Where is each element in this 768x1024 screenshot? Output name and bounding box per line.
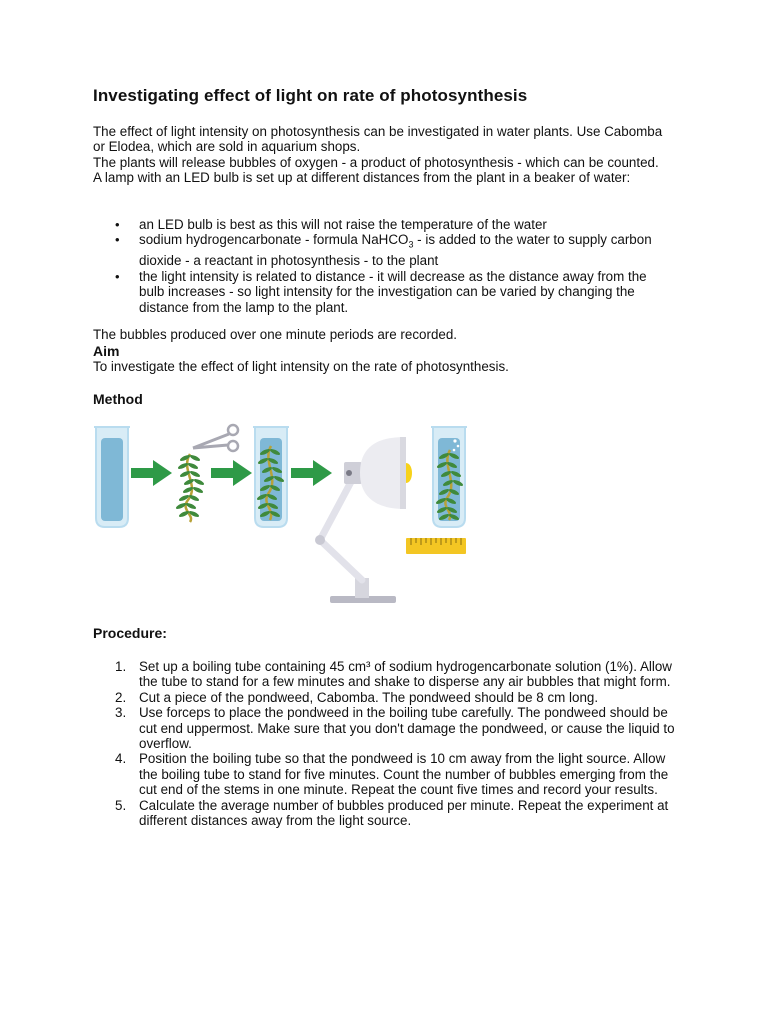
boiling-tube-bubbles — [431, 427, 467, 527]
boiling-tube-solution — [94, 427, 130, 527]
scissors-icon — [193, 425, 238, 451]
ruler-icon — [406, 538, 466, 554]
step-number: 4. — [115, 751, 127, 767]
procedure-step — [93, 798, 683, 829]
bullet-item: • the light intensity is related to distance - it will decrease as the distance away from the bulb increases - so light intensity for the investigation can be varied by changing the distance from the lamp to the plant. — [93, 269, 673, 315]
step-text: Set up a boiling tube containing 45 cm³ of sodium hydrogencarbonate solution (1%). Allow the tube to stand for a few minutes and shake to disperse any air bubbles that might form. — [139, 659, 672, 690]
aim-text: To investigate the effect of light intensity on the rate of photosynthesis. — [93, 359, 509, 374]
pondweed-cutting-icon — [175, 454, 205, 522]
step-text: Cut a piece of the pondweed, Cabomba. The pondweed should be 8 cm long. — [139, 689, 599, 705]
arrow-icon — [291, 460, 332, 486]
page-title: Investigating effect of light on rate of photosynthesis — [93, 86, 528, 105]
naco-text-post: - is added to the water to supply carbon dioxide - a reactant in photosynthesis - to the plant — [139, 232, 652, 269]
procedure-step — [93, 751, 683, 797]
arrow-icon — [211, 460, 252, 486]
step-number: 3. — [115, 705, 127, 721]
intro-line-2: The plants will release bubbles of oxygen - a product of photosynthesis - which can be counted. — [93, 154, 659, 170]
intro-line-1: The effect of light intensity on photosynthesis can be investigated in water plants. Use Cabomba or Elodea, which are sold in aquarium shops. — [93, 124, 663, 155]
step-number: 5. — [115, 797, 127, 813]
boiling-tube-pondweed — [253, 427, 289, 527]
procedure-steps — [93, 659, 683, 828]
intro-line-3: A lamp with an LED bulb is set up at different distances from the plant in a beaker of water: — [93, 170, 631, 186]
procedure-step — [93, 690, 683, 705]
bubble-icon — [453, 449, 456, 452]
aim-heading: Aim — [93, 343, 120, 359]
arrow-icon — [131, 460, 172, 486]
bullet-item: • an LED bulb is best as this will not raise the temperature of the water — [93, 217, 673, 232]
step-number: 1. — [115, 659, 127, 674]
method-heading: Method — [93, 391, 143, 407]
naco-text-pre: sodium hydrogencarbonate - formula NaHCO — [139, 232, 409, 248]
bubbles-paragraph: The bubbles produced over one minute periods are recorded. — [93, 327, 458, 342]
lamp-icon — [315, 437, 412, 603]
procedure-heading: Procedure: — [93, 625, 167, 641]
bubble-icon — [453, 439, 456, 442]
procedure-step — [93, 659, 683, 690]
step-text: Position the boiling tube so that the pondweed is 10 cm away from the light source. Allow the boiling tube to stand for five minutes. Count the number of bubbles emerging from the cut end of the stems in one minute. Repeat the count five times and record your results. — [139, 751, 669, 798]
step-text: Calculate the average number of bubbles produced per minute. Repeat the experiment at different distances away from the light source. — [139, 797, 669, 829]
naco-subscript: 3 — [408, 240, 414, 251]
procedure-step — [93, 705, 683, 751]
step-number: 2. — [115, 689, 127, 705]
step-text: Use forceps to place the pondweed in the boiling tube carefully. The pondweed should be cut end uppermost. Make sure that you don't damage the pondweed, or cause the liquid to overflow. — [139, 705, 675, 752]
bubble-icon — [457, 445, 460, 448]
